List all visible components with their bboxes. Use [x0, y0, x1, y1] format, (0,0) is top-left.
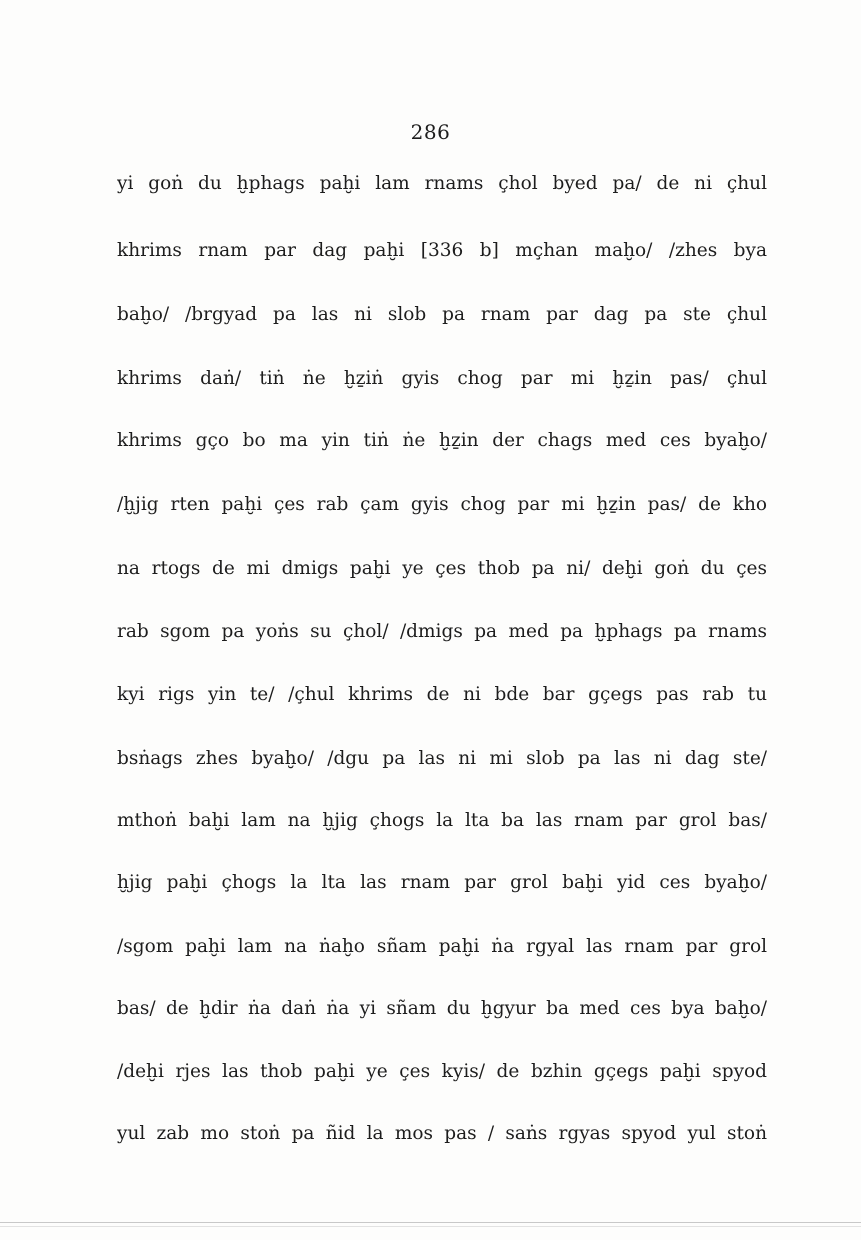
text-line-6: /ḫjig rten paḫi çes rab çam gyis chog par mi ḫẕin pas/ de kho — [117, 494, 767, 515]
text-line-10: bsṅags zhes byaḫo/ /dgu pa las ni mi slob pa las ni dag ste/ — [117, 748, 767, 769]
text-line-3: baḫo/ /brgyad pa las ni slob pa rnam par dag pa ste çhul — [117, 304, 767, 325]
text-line-9: kyi rigs yin te/ /çhul khrims de ni bde bar gçegs pas rab tu — [117, 684, 767, 705]
text-line-7: na rtogs de mi dmigs paḫi ye çes thob pa ni/ deḫi goṅ du çes — [117, 558, 767, 579]
page-number: 286 — [410, 120, 451, 144]
text-line-13: /sgom paḫi lam na ṅaḫo sñam paḫi ṅa rgyal las rnam par grol — [117, 936, 767, 957]
page-bottom-edge — [0, 1222, 861, 1223]
text-line-16: yul zab mo stoṅ pa ñid la mos pas / saṅs rgyas spyod yul stoṅ — [117, 1123, 767, 1144]
text-line-5: khrims gço bo ma yin tiṅ ṅe ḫẕin der chags med ces byaḫo/ — [117, 430, 767, 451]
text-line-2: khrims rnam par dag paḫi [336 b] mçhan maḫo/ /zhes bya — [117, 240, 767, 261]
page-bottom-edge-shadow — [0, 1226, 861, 1227]
text-line-12: ḫjig paḫi çhogs la lta las rnam par grol baḫi yid ces byaḫo/ — [117, 872, 767, 893]
text-line-11: mthoṅ baḫi lam na ḫjig çhogs la lta ba las rnam par grol bas/ — [117, 810, 767, 831]
text-line-1: yi goṅ du ḫphags paḫi lam rnams çhol byed pa/ de ni çhul — [117, 173, 767, 194]
text-line-4: khrims daṅ/ tiṅ ṅe ḫẕiṅ gyis chog par mi ḫẕin pas/ çhul — [117, 368, 767, 389]
text-line-14: bas/ de ḫdir ṅa daṅ ṅa yi sñam du ḫgyur ba med ces bya baḫo/ — [117, 998, 767, 1019]
text-line-15: /deḫi rjes las thob paḫi ye çes kyis/ de bzhin gçegs paḫi spyod — [117, 1061, 767, 1082]
text-line-8: rab sgom pa yoṅs su çhol/ /dmigs pa med pa ḫphags pa rnams — [117, 621, 767, 642]
